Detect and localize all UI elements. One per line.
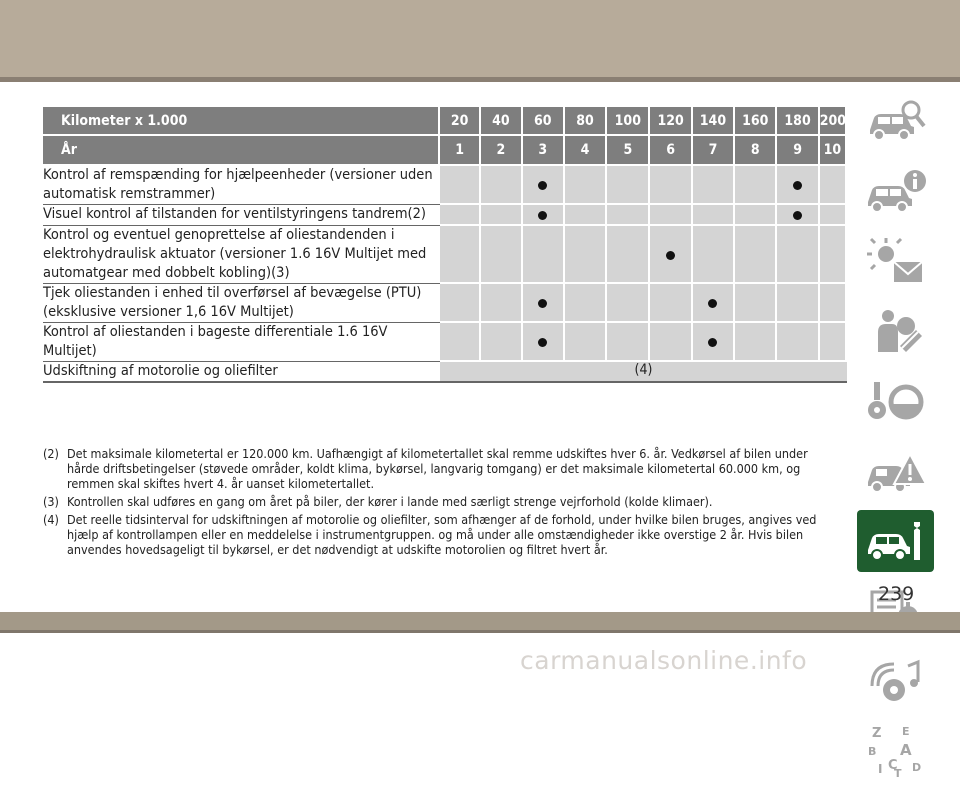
year-header-cell: 8 xyxy=(735,136,777,166)
row-description: Kontrol af remspænding for hjælpeenheder (versioner uden automatisk remstrammer) xyxy=(43,166,440,205)
km-header-cell: 140 xyxy=(693,107,735,136)
safety-airbag-icon[interactable] xyxy=(857,296,934,366)
car-info-icon[interactable] xyxy=(857,156,934,226)
interval-cell xyxy=(440,323,481,362)
km-header-cell: 180 xyxy=(777,107,819,136)
interval-cell xyxy=(650,284,692,323)
year-header-row xyxy=(43,136,847,166)
interval-dot xyxy=(793,211,802,220)
interval-dot xyxy=(538,181,547,190)
top-rule xyxy=(0,77,960,82)
index-letter-e: E xyxy=(901,725,910,738)
interval-cell xyxy=(481,166,522,205)
km-header-cell: 200 xyxy=(820,107,847,136)
km-header-cell: 60 xyxy=(523,107,565,136)
interval-dot xyxy=(538,211,547,220)
interval-cell xyxy=(693,166,735,205)
footnote-key: (4) xyxy=(43,512,59,527)
car-search-icon[interactable] xyxy=(857,86,934,156)
warning-lights-icon[interactable] xyxy=(857,226,934,296)
interval-cell xyxy=(735,284,777,323)
interval-cell xyxy=(735,323,777,362)
interval-cell xyxy=(440,205,481,226)
interval-dot xyxy=(708,299,717,308)
index-letter-a: A xyxy=(899,741,912,759)
table-body xyxy=(43,166,847,383)
row-description: Kontrol og eventuel genoprettelse af oliestandenden i elektrohydraulisk aktuator (versioner 1.6 16V Multijet med automatgear med dobbelt kobling)(3) xyxy=(43,226,440,284)
index-letter-b: B xyxy=(867,745,876,758)
index-letter-t: T xyxy=(893,767,902,779)
interval-cell xyxy=(440,166,481,205)
index-letter-i: I xyxy=(877,762,882,776)
index-letter-z: Z xyxy=(871,726,881,741)
interval-cell xyxy=(523,166,565,205)
interval-cell xyxy=(650,205,692,226)
interval-cell xyxy=(481,323,522,362)
interval-cell xyxy=(565,166,607,205)
interval-cell xyxy=(481,226,522,284)
year-header-cell: 2 xyxy=(481,136,522,166)
interval-cell xyxy=(820,166,847,205)
km-header-label: Kilometer x 1.000 xyxy=(43,107,440,136)
interval-cell xyxy=(820,284,847,323)
interval-cell xyxy=(565,205,607,226)
interval-cell xyxy=(607,284,650,323)
year-header-cell: 3 xyxy=(523,136,565,166)
row-description: Visuel kontrol af tilstanden for ventilstyringens tandrem(2) xyxy=(43,205,440,226)
footnote-key: (2) xyxy=(43,446,59,461)
table-row xyxy=(43,205,847,226)
interval-cell xyxy=(820,226,847,284)
index-letter-d: D xyxy=(911,761,921,774)
footnotes xyxy=(43,446,833,560)
interval-cell xyxy=(820,323,847,362)
interval-cell xyxy=(735,226,777,284)
km-header-cell: 40 xyxy=(481,107,522,136)
interval-cell xyxy=(565,226,607,284)
year-header-cell: 4 xyxy=(565,136,607,166)
km-header-cell: 120 xyxy=(650,107,692,136)
year-header-cell: 1 xyxy=(440,136,481,166)
interval-cell xyxy=(481,205,522,226)
interval-dot xyxy=(666,251,675,260)
row-description: Kontrol af oliestanden i bageste differentiale 1.6 16V Multijet) xyxy=(43,323,440,362)
media-music-icon[interactable] xyxy=(857,646,934,716)
footnote xyxy=(43,512,833,557)
interval-cell xyxy=(523,205,565,226)
alphabet-index-icon[interactable] xyxy=(857,716,934,786)
table-row xyxy=(43,226,847,284)
interval-cell xyxy=(735,166,777,205)
footnote-key: (3) xyxy=(43,494,59,509)
interval-cell xyxy=(607,166,650,205)
footnote-text: Kontrollen skal udføres en gang om året på biler, der kører i lande med særligt strenge vejrforhold (kolde klimaer). xyxy=(67,494,713,509)
bottom-band xyxy=(0,612,960,630)
interval-cell xyxy=(693,226,735,284)
interval-dot xyxy=(538,299,547,308)
page-number: 239 xyxy=(878,583,915,605)
year-header-label: År xyxy=(43,136,440,166)
interval-cell xyxy=(565,323,607,362)
interval-cell xyxy=(693,284,735,323)
km-header-cell: 160 xyxy=(735,107,777,136)
interval-cell xyxy=(777,284,819,323)
interval-cell xyxy=(777,323,819,362)
interval-cell xyxy=(607,226,650,284)
interval-cell xyxy=(607,205,650,226)
interval-cell xyxy=(820,205,847,226)
interval-cell xyxy=(650,323,692,362)
interval-cell xyxy=(777,226,819,284)
interval-cell xyxy=(440,226,481,284)
year-header-cell: 10 xyxy=(820,136,847,166)
year-header-cell: 6 xyxy=(650,136,692,166)
km-header-cell: 20 xyxy=(440,107,481,136)
table-row xyxy=(43,166,847,205)
km-header-row xyxy=(43,107,847,136)
car-crash-warning-icon[interactable] xyxy=(857,436,934,506)
interval-cell xyxy=(440,284,481,323)
year-header-cell: 5 xyxy=(607,136,650,166)
footnote xyxy=(43,446,833,491)
maintenance-table xyxy=(43,107,847,383)
year-header-cell: 7 xyxy=(693,136,735,166)
year-header-cell: 9 xyxy=(777,136,819,166)
interval-cell xyxy=(693,323,735,362)
interval-cell xyxy=(523,284,565,323)
row-description: Tjek oliestanden i enhed til overførsel af bevægelse (PTU) (eksklusive versioner 1,6 16V Multijet) xyxy=(43,284,440,323)
interval-cell xyxy=(607,323,650,362)
interval-cell xyxy=(523,226,565,284)
watermark: carmanualsonline.info xyxy=(520,646,808,675)
interval-cell xyxy=(777,166,819,205)
interval-cell xyxy=(523,323,565,362)
footnote-text: Det reelle tidsinterval for udskiftningen af motorolie og oliefilter, som afhænger af de forhold, under hvilke bilen bruges, angives ved hjælp af kontrollampen eller en meddelelse i instrumentgruppen. og må under alle omstændigheder ikke overstige 2 år. Hvis bilen anvendes hovedsageligt til bykørsel, er det nødvendigt at udskifte motorolien og filtret hvert år. xyxy=(67,512,817,557)
index-letter-c: C xyxy=(887,758,898,773)
interval-cell xyxy=(650,226,692,284)
car-service-wrench-icon[interactable] xyxy=(857,510,934,572)
interval-cell xyxy=(693,205,735,226)
footnote xyxy=(43,494,833,509)
interval-dot xyxy=(708,338,717,347)
interval-cell xyxy=(481,284,522,323)
interval-cell xyxy=(735,205,777,226)
oil-change-note-cell: (4) xyxy=(440,362,847,383)
steering-key-icon[interactable] xyxy=(857,366,934,436)
interval-cell xyxy=(650,166,692,205)
interval-cell xyxy=(777,205,819,226)
table-row xyxy=(43,323,847,362)
interval-dot xyxy=(538,338,547,347)
row-description: Udskiftning af motorolie og oliefilter xyxy=(43,362,440,383)
chapter-sidebar xyxy=(857,86,934,786)
table-row xyxy=(43,362,847,383)
km-header-cell: 80 xyxy=(565,107,607,136)
footnote-text: Det maksimale kilometertal er 120.000 km. Uafhængigt af kilometertallet skal remme udskiftes hver 6. år. Vedkørsel af bilen under hårde driftsbetingelser (støvede områder, koldt klima, bykørsel, langvarig tomgang) er det maksimale kilometertal 60.000 km, og remmen skal skiftes hvert 4. år uanset kilometertallet. xyxy=(67,446,808,491)
table-row xyxy=(43,284,847,323)
interval-dot xyxy=(793,181,802,190)
km-header-cell: 100 xyxy=(607,107,650,136)
top-band xyxy=(0,0,960,77)
interval-cell xyxy=(565,284,607,323)
bottom-rule xyxy=(0,630,960,633)
